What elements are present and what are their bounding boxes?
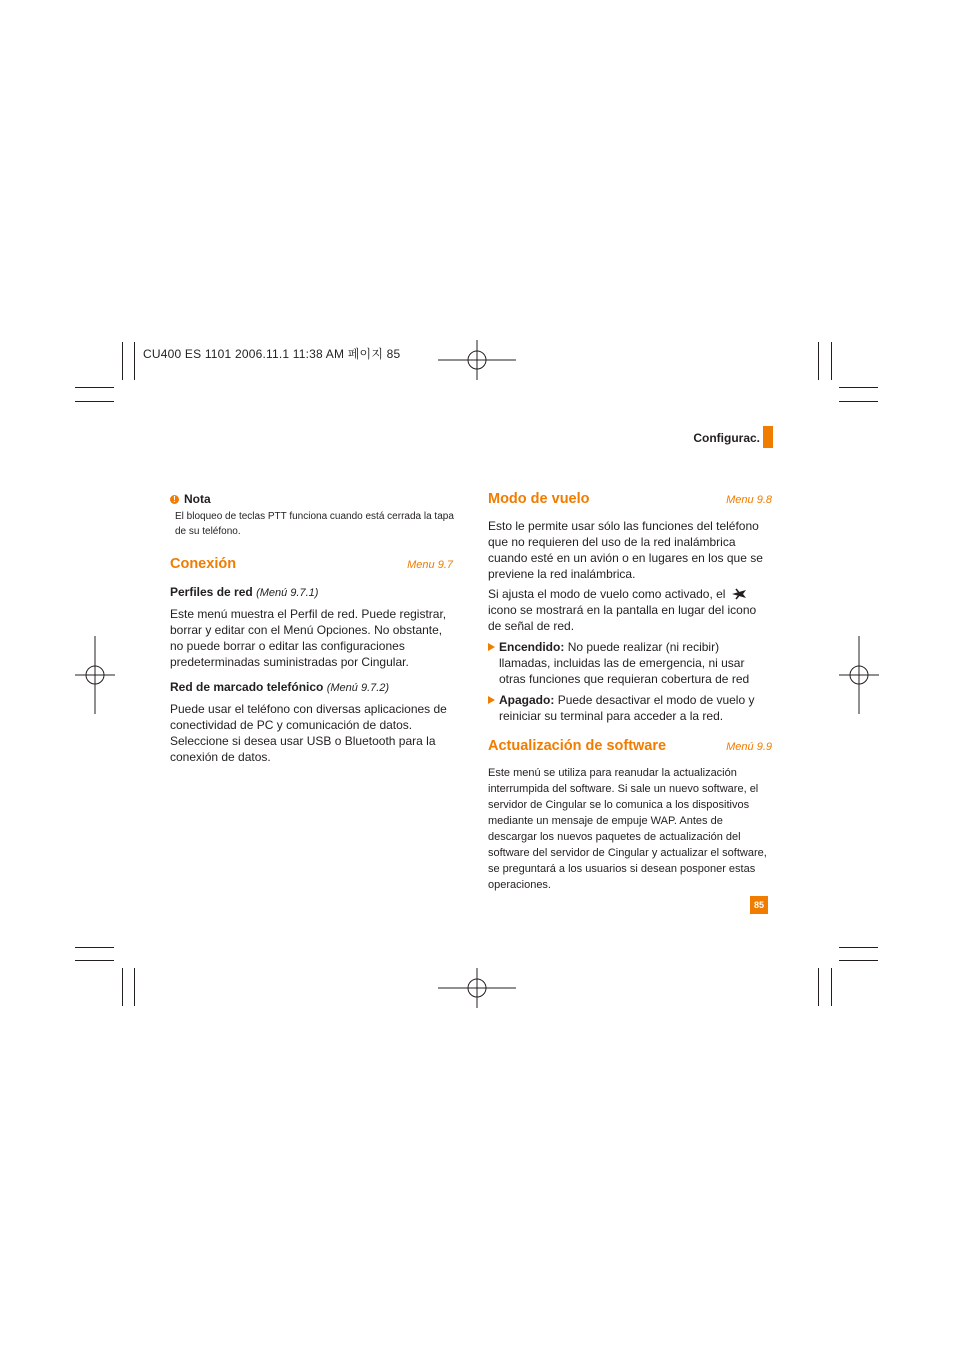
section-title: Actualización de software xyxy=(488,738,667,754)
paragraph-text: Si ajusta el modo de vuelo como activado, el xyxy=(488,587,726,601)
subsection-menu-ref: (Menú 9.7.1) xyxy=(256,587,319,599)
subsection-title: Perfiles de red xyxy=(170,585,253,599)
paragraph: Este menú muestra el Perfil de red. Puede registrar, borrar y editar con el Menú Opciones. No obstante, no puede borrar o editar las configuraciones predeterminadas suministradas por Cingular. xyxy=(170,607,447,669)
bullet-arrow-icon xyxy=(488,696,495,704)
bullet-item xyxy=(488,639,772,687)
crop-mark xyxy=(839,387,878,388)
subsection-menu-ref: (Menú 9.7.2) xyxy=(326,682,390,694)
crop-mark xyxy=(839,960,878,961)
registration-mark xyxy=(438,968,516,1008)
section-title: Conexión xyxy=(170,556,237,572)
page-number: 85 xyxy=(750,896,768,914)
crop-mark xyxy=(831,968,832,1006)
crop-mark xyxy=(122,342,123,380)
crop-mark xyxy=(839,401,878,402)
registration-mark xyxy=(839,636,879,714)
airplane-icon xyxy=(731,588,747,600)
crop-mark xyxy=(75,387,114,388)
note-text: El bloqueo de teclas PTT funciona cuando está cerrada la tapa de su teléfono. xyxy=(175,511,454,537)
crop-mark xyxy=(134,342,135,380)
paragraph: Esto le permite usar sólo las funciones del teléfono que no requieren del uso de la red inalámbrica cuando esté en un avión o en lugares en los que se previene la red inalámbrica. xyxy=(488,519,763,581)
bullet-text: Puede desactivar el modo de vuelo y reiniciar su terminal para acceder a la red. xyxy=(499,693,755,723)
crop-mark xyxy=(122,968,123,1006)
crop-mark xyxy=(831,342,832,380)
bullet-text: No puede realizar (ni recibir) llamadas, incluidas las de emergencia, ni usar otras funciones que requieran cobertura de red xyxy=(499,640,750,686)
crop-mark xyxy=(75,401,114,402)
paragraph xyxy=(488,586,772,634)
crop-mark xyxy=(818,342,819,380)
section-heading-actualizacion xyxy=(488,738,772,754)
subsection-heading xyxy=(170,585,453,599)
bullet-label: Encendido: xyxy=(499,640,565,654)
crop-mark xyxy=(134,968,135,1006)
section-tab xyxy=(763,426,773,448)
note-title: Nota xyxy=(184,492,211,506)
section-menu-ref: Menu 9.8 xyxy=(726,494,772,506)
crop-mark xyxy=(839,947,878,948)
paragraph-text: icono se mostrará en la pantalla en lugar del icono de señal de red. xyxy=(488,603,757,633)
crop-mark xyxy=(818,968,819,1006)
section-heading-conexion xyxy=(170,556,453,572)
section-title: Modo de vuelo xyxy=(488,491,590,507)
section-heading-modo-vuelo xyxy=(488,491,772,507)
crop-mark xyxy=(75,960,114,961)
print-slug: CU400 ES 1101 2006.11.1 11:38 AM 페이지 85 xyxy=(143,347,401,361)
note-icon: ! xyxy=(170,495,179,504)
registration-mark xyxy=(438,340,516,380)
registration-mark xyxy=(75,636,115,714)
note-heading xyxy=(170,492,453,506)
paragraph: Este menú se utiliza para reanudar la actualización interrumpida del software. Si sale un nuevo software, el servidor de Cingular se lo comunica a los dispositivos mediante un mensaje de empuje WAP. Antes de descargar los nuevos paquetes de actualización del software del servidor de Cingular y actualizar el software, se preguntará a los usuarios si desean posponer estas operaciones. xyxy=(488,767,767,891)
bullet-label: Apagado: xyxy=(499,693,555,707)
crop-mark xyxy=(75,947,114,948)
section-menu-ref: Menu 9.7 xyxy=(407,559,453,571)
subsection-title: Red de marcado telefónico xyxy=(170,680,324,694)
bullet-item xyxy=(488,692,772,724)
subsection-heading xyxy=(170,680,453,694)
paragraph: Puede usar el teléfono con diversas aplicaciones de conectividad de PC y comunicación de datos. Seleccione si desea usar USB o Bluetooth para la conexión de datos. xyxy=(170,702,447,764)
bullet-arrow-icon xyxy=(488,643,495,651)
section-label: Configurac. xyxy=(693,431,760,445)
section-menu-ref: Menú 9.9 xyxy=(726,741,772,753)
